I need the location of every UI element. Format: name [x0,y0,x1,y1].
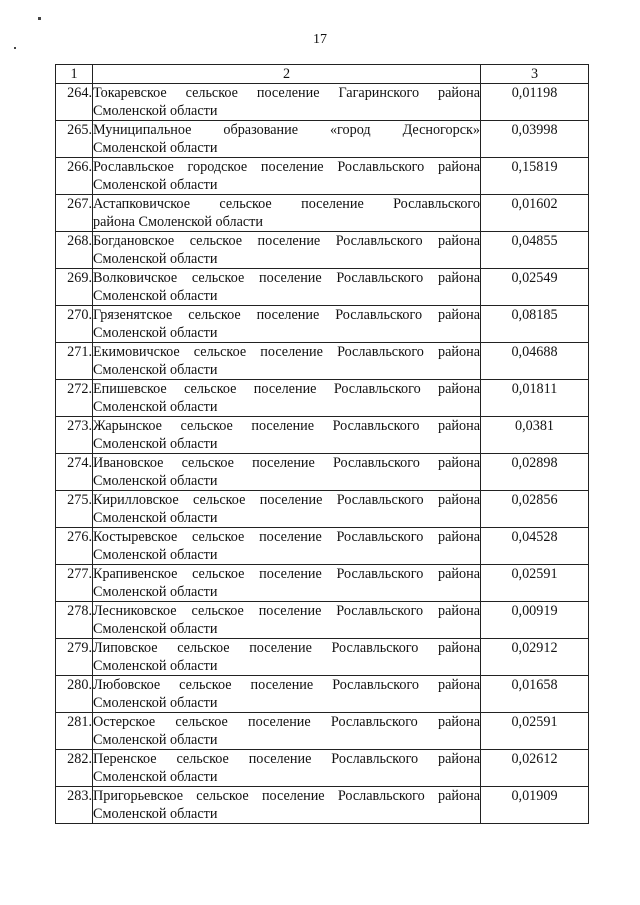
table-row [56,454,589,491]
column-header-value: 3 [481,65,589,84]
table-row [56,528,589,565]
municipality-name-line2: Смоленской области [93,399,218,415]
municipality-name [93,491,481,528]
coefficient-value: 0,02612 [481,750,589,787]
table-row [56,713,589,750]
table-row [56,565,589,602]
municipality-name-line1: Костыревское сельское поселение Рославльского района [93,529,480,545]
municipality-name-line1: Грязенятское сельское поселение Рославльского района [93,307,480,323]
row-number: 279. [56,639,93,676]
row-number: 268. [56,232,93,269]
row-number: 278. [56,602,93,639]
municipality-name [93,417,481,454]
row-number: 283. [56,787,93,824]
municipality-name [93,602,481,639]
municipality-name-line1: Остерское сельское поселение Рославльского района [93,714,480,730]
coefficient-value: 0,0381 [481,417,589,454]
municipality-name-line1: Рославльское городское поселение Рославльского района [93,159,480,175]
table-row [56,84,589,121]
municipality-name-line1: Ивановское сельское поселение Рославльского района [93,455,480,471]
municipality-name-line2: Смоленской области [93,658,218,674]
coefficient-value: 0,01602 [481,195,589,232]
municipality-name [93,713,481,750]
municipality-name [93,454,481,491]
scan-speck [38,17,41,20]
coefficient-value: 0,03998 [481,121,589,158]
municipality-name-line2: Смоленской области [93,251,218,267]
coefficient-value: 0,01811 [481,380,589,417]
table-row [56,195,589,232]
municipality-name-line2: Смоленской области [93,769,218,785]
table-row [56,750,589,787]
row-number: 274. [56,454,93,491]
table-row [56,380,589,417]
municipality-name-line1: Муниципальное образование «город Десногорск» [93,122,480,138]
municipality-name [93,269,481,306]
municipality-name [93,380,481,417]
municipality-name-line2: Смоленской области [93,140,218,156]
row-number: 264. [56,84,93,121]
coefficient-value: 0,04855 [481,232,589,269]
municipality-name [93,306,481,343]
municipality-name [93,676,481,713]
municipality-name-line1: Волковичское сельское поселение Рославльского района [93,270,480,286]
row-number: 277. [56,565,93,602]
row-number: 276. [56,528,93,565]
municipality-name-line2: Смоленской области [93,547,218,563]
municipality-name-line1: Любовское сельское поселение Рославльского района [93,677,480,693]
coefficient-value: 0,00919 [481,602,589,639]
municipality-name-line2: Смоленской области [93,510,218,526]
table-header-row [56,65,589,84]
coefficient-value: 0,02591 [481,713,589,750]
row-number: 280. [56,676,93,713]
municipality-name-line2: Смоленской области [93,436,218,452]
municipality-name-line1: Жарынское сельское поселение Рославльского района [93,418,480,434]
table-row [56,343,589,380]
coefficient-value: 0,01909 [481,787,589,824]
municipality-name-line2: Смоленской области [93,177,218,193]
row-number: 265. [56,121,93,158]
coefficient-value: 0,04688 [481,343,589,380]
municipality-name-line1: Екимовичское сельское поселение Рославльского района [93,344,480,360]
municipality-name-line1: Лесниковское сельское поселение Рославльского района [93,603,480,619]
table-row [56,269,589,306]
municipality-name [93,565,481,602]
municipality-name-line2: Смоленской области [93,473,218,489]
municipality-name-line2: Смоленской области [93,325,218,341]
column-header-name: 2 [93,65,481,84]
column-header-number: 1 [56,65,93,84]
page-number: 17 [313,32,327,47]
municipality-name-line1: Кирилловское сельское поселение Рославльского района [93,492,480,508]
table-row [56,417,589,454]
table-row [56,158,589,195]
municipality-name-line2: Смоленской области [93,103,218,119]
coefficient-value: 0,02912 [481,639,589,676]
municipality-name [93,158,481,195]
row-number: 269. [56,269,93,306]
row-number: 275. [56,491,93,528]
municipality-name-line2: Смоленской области [93,584,218,600]
municipality-name-line2: Смоленской области [93,288,218,304]
table-row [56,232,589,269]
row-number: 267. [56,195,93,232]
municipality-name [93,787,481,824]
coefficient-value: 0,02898 [481,454,589,491]
table-row [56,787,589,824]
municipality-name-line2: района Смоленской области [93,214,263,230]
municipality-name-line1: Липовское сельское поселение Рославльского района [93,640,480,656]
coefficient-value: 0,01198 [481,84,589,121]
municipality-name-line1: Перенское сельское поселение Рославльского района [93,751,480,767]
coefficient-value: 0,02549 [481,269,589,306]
municipality-name-line1: Крапивенское сельское поселение Рославльского района [93,566,480,582]
table-row [56,639,589,676]
coefficient-value: 0,02591 [481,565,589,602]
municipality-name-line1: Астапковичское сельское поселение Рославльского [93,196,480,212]
municipality-name [93,84,481,121]
row-number: 281. [56,713,93,750]
municipality-name-line2: Смоленской области [93,732,218,748]
row-number: 272. [56,380,93,417]
municipality-name [93,343,481,380]
municipality-name [93,750,481,787]
municipality-name-line2: Смоленской области [93,806,218,822]
table-row [56,602,589,639]
municipality-name-line1: Токаревское сельское поселение Гагаринского района [93,85,480,101]
row-number: 271. [56,343,93,380]
municipality-name-line1: Богдановское сельское поселение Рославльского района [93,233,480,249]
municipality-name [93,121,481,158]
row-number: 273. [56,417,93,454]
table-row [56,121,589,158]
municipality-name [93,528,481,565]
coefficient-value: 0,02856 [481,491,589,528]
coefficient-value: 0,04528 [481,528,589,565]
row-number: 266. [56,158,93,195]
municipality-name-line1: Епишевское сельское поселение Рославльского района [93,381,480,397]
allocation-table [55,64,589,824]
table-row [56,306,589,343]
row-number: 270. [56,306,93,343]
municipality-name-line1: Пригорьевское сельское поселение Рославльского района [93,788,480,804]
municipality-name [93,639,481,676]
municipality-name-line2: Смоленской области [93,621,218,637]
municipality-name [93,232,481,269]
municipality-name-line2: Смоленской области [93,695,218,711]
coefficient-value: 0,01658 [481,676,589,713]
row-number: 282. [56,750,93,787]
table-row [56,491,589,528]
coefficient-value: 0,08185 [481,306,589,343]
coefficient-value: 0,15819 [481,158,589,195]
municipality-name-line2: Смоленской области [93,362,218,378]
municipality-name [93,195,481,232]
table-row [56,676,589,713]
